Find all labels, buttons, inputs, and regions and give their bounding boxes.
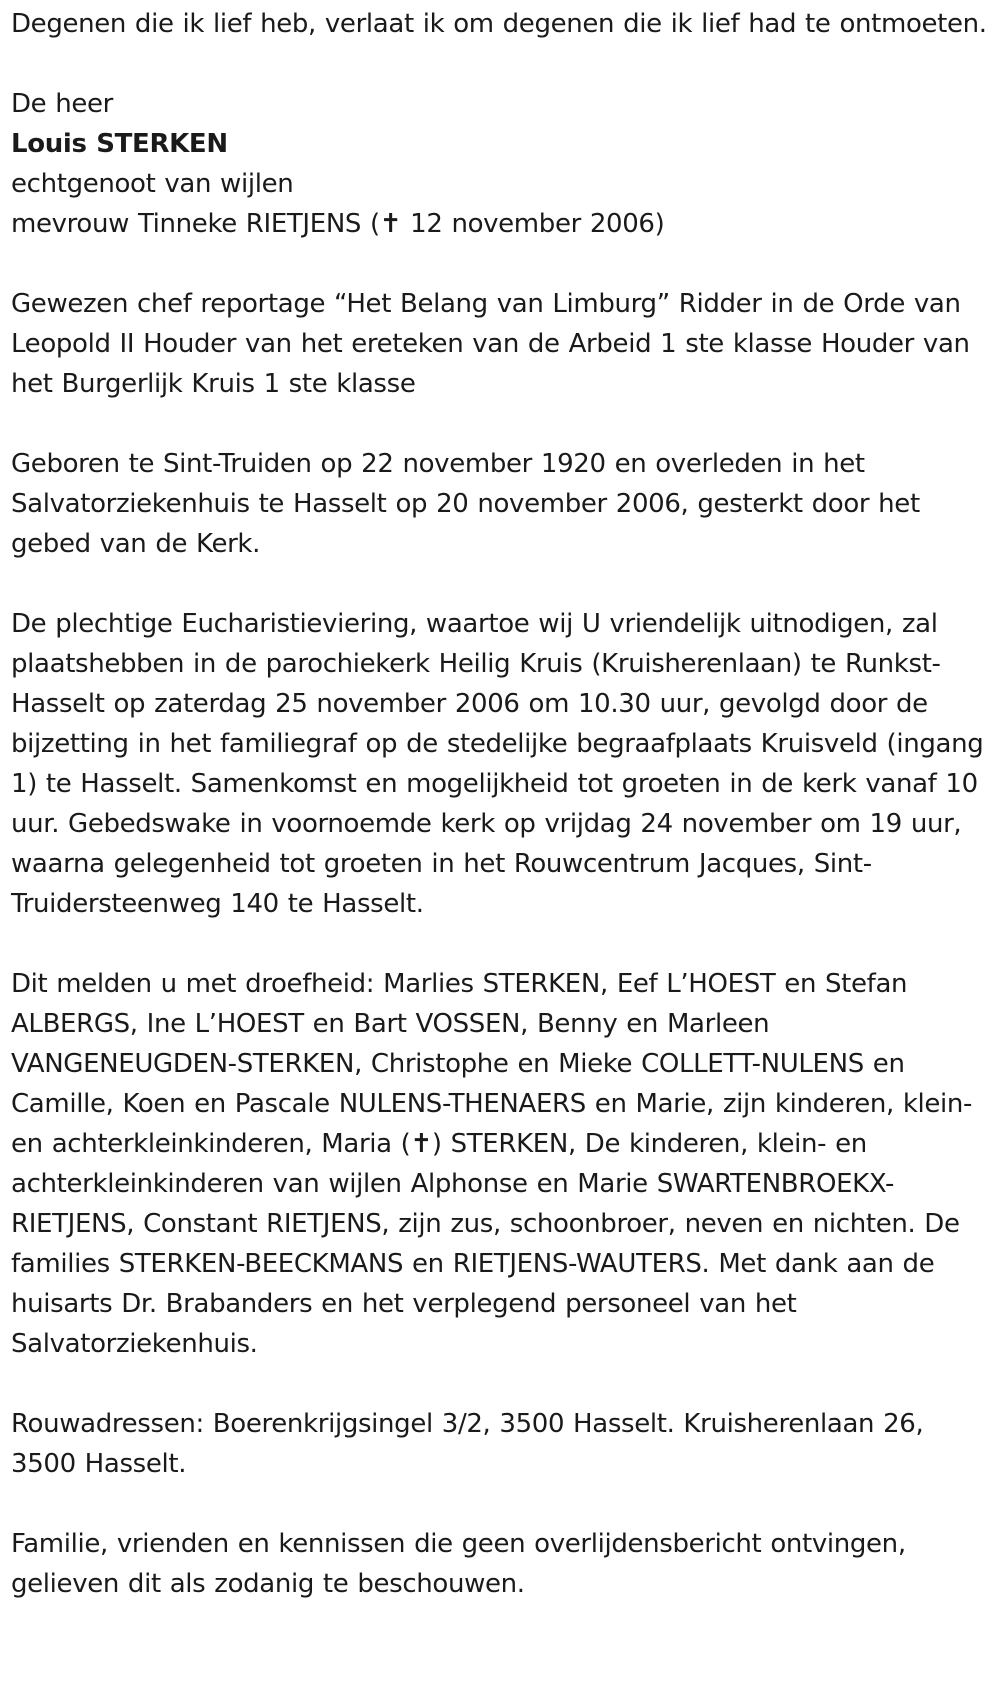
relation-text: echtgenoot van wijlen — [11, 169, 294, 199]
spouse-text: mevrouw Tinneke RIETJENS (✝ 12 november 2006) — [11, 209, 665, 239]
salutation: De heer — [11, 89, 113, 119]
motto-text: Degenen die ik lief heb, verlaat ik om degenen die ik lief had te ontmoeten. — [11, 9, 987, 39]
career-paragraph: Gewezen chef reportage “Het Belang van Limburg” Ridder in de Orde van Leopold II Houder van het ereteken van de Arbeid 1 ste klasse Houder van het Burgerlijk Kruis 1 ste klasse — [11, 289, 970, 399]
addresses-paragraph: Rouwadressen: Boerenkrijgsingel 3/2, 3500 Hasselt. Kruisherenlaan 26, 3500 Hasselt. — [11, 1409, 924, 1479]
closing-paragraph: Familie, vrienden en kennissen die geen overlijdensbericht ontvingen, gelieven dit als zodanig te beschouwen. — [11, 1529, 906, 1599]
deceased-header — [11, 84, 996, 244]
deceased-name: Louis STERKEN — [11, 129, 228, 159]
ceremony-paragraph: De plechtige Eucharistieviering, waartoe wij U vriendelijk uitnodigen, zal plaatshebben in de parochiekerk Heilig Kruis (Kruisherenlaan) te Runkst-Hasselt op zaterdag 25 november 2006 om 10.30 uur, gevolgd door de bijzetting in het familiegraf op de stedelijke begraafplaats Kruisveld (ingang 1) te Hasselt. Samenkomst en mogelijkheid tot groeten in de kerk vanaf 10 uur. Gebedswake in voornoemde kerk op vrijdag 24 november om 19 uur, waarna gelegenheid tot groeten in het Rouwcentrum Jacques, Sint-Truidersteenweg 140 te Hasselt. — [11, 609, 984, 919]
family-paragraph: Dit melden u met droefheid: Marlies STERKEN, Eef L’HOEST en Stefan ALBERGS, Ine L’HOEST en Bart VOSSEN, Benny en Marleen VANGENEUGDEN-STERKEN, Christophe en Mieke COLLETT-NULENS en Camille, Koen en Pascale NULENS-THENAERS en Marie, zijn kinderen, klein- en achterkleinkinderen, Maria (✝) STERKEN, De kinderen, klein- en achterkleinkinderen van wijlen Alphonse en Marie SWARTENBROEKX-RIETJENS, Constant RIETJENS, zijn zus, schoonbroer, neven en nichten. De families STERKEN-BEECKMANS en RIETJENS-WAUTERS. Met dank aan de huisarts Dr. Brabanders en het verplegend personeel van het Salvatorziekenhuis. — [11, 969, 973, 1359]
birth-death-paragraph: Geboren te Sint-Truiden op 22 november 1920 en overleden in het Salvatorziekenhuis te Hasselt op 20 november 2006, gesterkt door het gebed van de Kerk. — [11, 449, 920, 559]
